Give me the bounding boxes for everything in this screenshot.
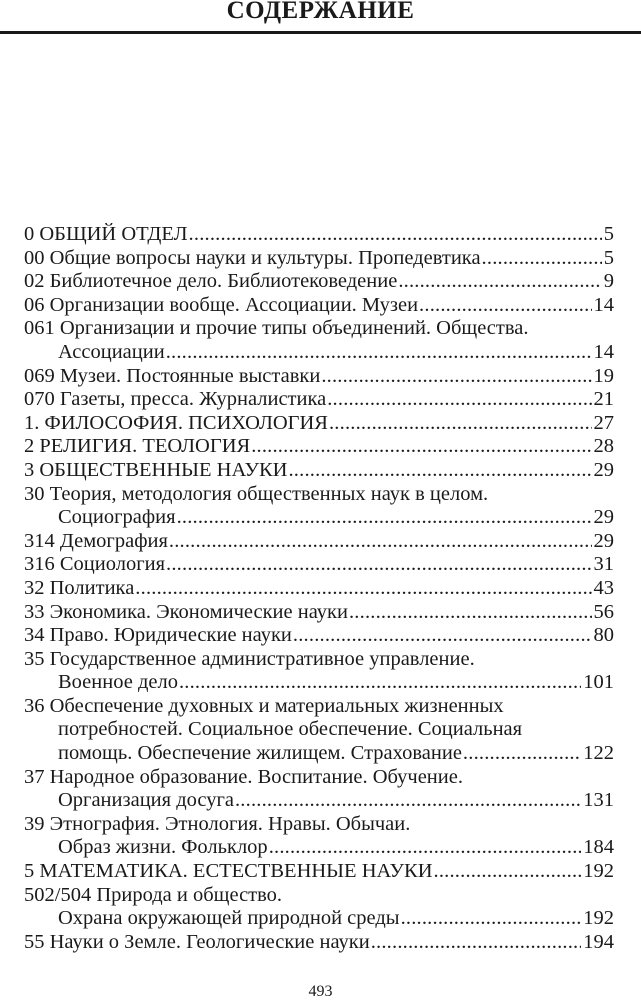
toc-entry xyxy=(24,648,614,695)
leader-dots xyxy=(400,907,582,931)
toc-page-number: 80 xyxy=(593,624,614,647)
toc-entry-line xyxy=(24,341,614,365)
toc-entry xyxy=(24,624,614,648)
table-of-contents xyxy=(24,223,614,954)
toc-entry xyxy=(24,270,614,294)
toc-entry-line xyxy=(24,789,614,813)
toc-page-number: 184 xyxy=(583,836,614,859)
toc-entry xyxy=(24,860,614,884)
toc-entry xyxy=(24,223,614,247)
toc-page-number: 9 xyxy=(603,270,614,293)
toc-entry-text: 069 Музеи. Постоянные выставки xyxy=(24,364,321,387)
toc-entry-line xyxy=(24,412,614,436)
toc-entry-text: 0 ОБЩИЙ ОТДЕЛ xyxy=(24,223,188,245)
leader-dots xyxy=(268,836,582,860)
leader-dots xyxy=(287,459,591,483)
toc-entry-text: 2 РЕЛИГИЯ. ТЕОЛОГИЯ xyxy=(24,435,251,458)
leader-dots xyxy=(320,365,591,389)
toc-page-number: 122 xyxy=(583,742,614,765)
toc-entry-text: 00 Общие вопросы науки и культуры. Пропедевтика xyxy=(24,246,481,269)
leader-dots xyxy=(462,742,581,766)
toc-entry xyxy=(24,317,614,364)
toc-entry-line xyxy=(24,223,614,247)
toc-entry-line xyxy=(24,294,614,318)
toc-entry-text: 55 Науки о Земле. Геологические науки xyxy=(24,930,370,953)
toc-entry-text: 314 Демография xyxy=(24,529,168,552)
toc-entry-line xyxy=(24,483,614,507)
toc-page-number: 21 xyxy=(593,388,614,411)
toc-page-number: 131 xyxy=(583,789,614,812)
toc-entry-line xyxy=(24,718,614,742)
toc-page-number: 192 xyxy=(583,907,614,930)
toc-entry xyxy=(24,412,614,436)
toc-page-number: 5 xyxy=(603,223,614,245)
toc-entry xyxy=(24,813,614,860)
toc-entry-text: Образ жизни. Фольклор xyxy=(58,836,268,859)
toc-entry-line xyxy=(24,860,614,884)
toc-entry-text: 070 Газеты, пресса. Журналистика xyxy=(24,388,327,411)
toc-entry-line xyxy=(24,317,614,341)
toc-page-number: 29 xyxy=(593,506,614,529)
toc-entry xyxy=(24,766,614,813)
toc-page-number: 101 xyxy=(583,671,614,694)
leader-dots xyxy=(433,860,582,884)
leader-dots xyxy=(348,601,592,625)
toc-entry xyxy=(24,459,614,483)
toc-page-number: 29 xyxy=(593,529,614,552)
toc-entry-line xyxy=(24,624,614,648)
toc-entry-text: 061 Организации и прочие типы объединений. Общества. xyxy=(24,317,529,340)
toc-page-number: 192 xyxy=(583,860,614,883)
toc-page-number: 56 xyxy=(593,600,614,623)
toc-entry-text: 36 Обеспечение духовных и материальных жизненных xyxy=(24,694,504,717)
toc-entry-line xyxy=(24,813,614,837)
toc-entry-line xyxy=(24,836,614,860)
toc-entry-line xyxy=(24,365,614,389)
toc-entry xyxy=(24,530,614,554)
toc-entry-text: 316 Социология xyxy=(24,553,166,576)
toc-page-number: 5 xyxy=(603,246,614,269)
leader-dots xyxy=(134,577,591,601)
leader-dots xyxy=(292,624,592,648)
toc-entry-text: 1. ФИЛОСОФИЯ. ПСИХОЛОГИЯ xyxy=(24,411,328,434)
leader-dots xyxy=(250,435,591,459)
toc-entry-text: потребностей. Социальное обеспечение. Социальная xyxy=(58,718,523,741)
toc-entry-line xyxy=(24,931,614,955)
toc-entry-text: Военное дело xyxy=(58,671,178,694)
toc-entry-text: 39 Этнография. Этнология. Нравы. Обычаи. xyxy=(24,812,411,835)
toc-page-number: 27 xyxy=(593,411,614,434)
toc-entry-text: 3 ОБЩЕСТВЕННЫЕ НАУКИ xyxy=(24,458,288,481)
toc-entry-text: 06 Организации вообще. Ассоциации. Музеи xyxy=(24,293,419,316)
toc-entry-text: Социография xyxy=(58,506,176,529)
toc-entry-text: 30 Теория, методология общественных наук в целом. xyxy=(24,482,489,505)
toc-page-number: 14 xyxy=(593,340,614,363)
toc-entry xyxy=(24,247,614,271)
toc-entry xyxy=(24,931,614,955)
toc-entry-line xyxy=(24,695,614,719)
toc-entry-text: Охрана окружающей природной среды xyxy=(58,907,400,930)
toc-entry-line xyxy=(24,671,614,695)
toc-page-number: 28 xyxy=(593,435,614,458)
page-number: 493 xyxy=(308,983,333,1000)
toc-entry-line xyxy=(24,577,614,601)
toc-page-number: 31 xyxy=(593,553,614,576)
toc-entry-text: 37 Народное образование. Воспитание. Обучение. xyxy=(24,765,463,788)
toc-entry-line xyxy=(24,530,614,554)
toc-entry-line xyxy=(24,553,614,577)
leader-dots xyxy=(397,270,601,294)
toc-entry xyxy=(24,365,614,389)
toc-page-number: 19 xyxy=(593,364,614,387)
toc-entry-line xyxy=(24,459,614,483)
toc-entry-line xyxy=(24,884,614,908)
leader-dots xyxy=(178,671,581,695)
toc-entry-line xyxy=(24,506,614,530)
toc-entry-line xyxy=(24,601,614,625)
toc-entry-line xyxy=(24,742,614,766)
toc-page-number: 43 xyxy=(593,576,614,599)
toc-entry xyxy=(24,695,614,766)
toc-entry xyxy=(24,388,614,412)
toc-entry xyxy=(24,483,614,530)
toc-entry-text: Организация досуга xyxy=(58,789,234,812)
leader-dots xyxy=(165,341,592,365)
toc-entry-text: 02 Библиотечное дело. Библиотековедение xyxy=(24,270,398,293)
toc-entry-text: помощь. Обеспечение жилищем. Страхование xyxy=(58,742,462,765)
toc-entry-text: 33 Экономика. Экономические науки xyxy=(24,600,348,623)
toc-entry-text: 34 Право. Юридические науки xyxy=(24,624,292,647)
toc-entry-text: Ассоциации xyxy=(58,340,165,363)
leader-dots xyxy=(188,223,602,247)
leader-dots xyxy=(370,931,582,955)
leader-dots xyxy=(234,789,581,813)
toc-entry-line xyxy=(24,435,614,459)
leader-dots xyxy=(328,412,592,436)
leader-dots xyxy=(176,506,592,530)
toc-entry xyxy=(24,294,614,318)
toc-entry-line xyxy=(24,388,614,412)
leader-dots xyxy=(481,247,602,271)
toc-entry-text: 5 МАТЕМАТИКА. ЕСТЕСТВЕННЫЕ НАУКИ xyxy=(24,860,433,883)
toc-entry-text: 35 Государственное административное управление. xyxy=(24,647,475,670)
leader-dots xyxy=(165,553,591,577)
toc-entry xyxy=(24,601,614,625)
toc-page-number: 14 xyxy=(593,293,614,316)
leader-dots xyxy=(326,388,591,412)
leader-dots xyxy=(418,294,591,318)
toc-entry xyxy=(24,435,614,459)
toc-entry xyxy=(24,553,614,577)
toc-entry-line xyxy=(24,648,614,672)
title-rule xyxy=(0,31,641,34)
toc-entry xyxy=(24,577,614,601)
toc-entry-line xyxy=(24,766,614,790)
leader-dots xyxy=(168,530,592,554)
toc-page-number: 29 xyxy=(593,458,614,481)
toc-entry xyxy=(24,884,614,931)
toc-entry-line xyxy=(24,247,614,271)
toc-entry-text: 502/504 Природа и общество. xyxy=(24,883,283,906)
toc-entry-text: 32 Политика xyxy=(24,576,135,599)
toc-entry-line xyxy=(24,270,614,294)
toc-entry-line xyxy=(24,907,614,931)
page-title: СОДЕРЖАНИЕ xyxy=(226,0,415,24)
toc-page-number: 194 xyxy=(583,930,614,953)
